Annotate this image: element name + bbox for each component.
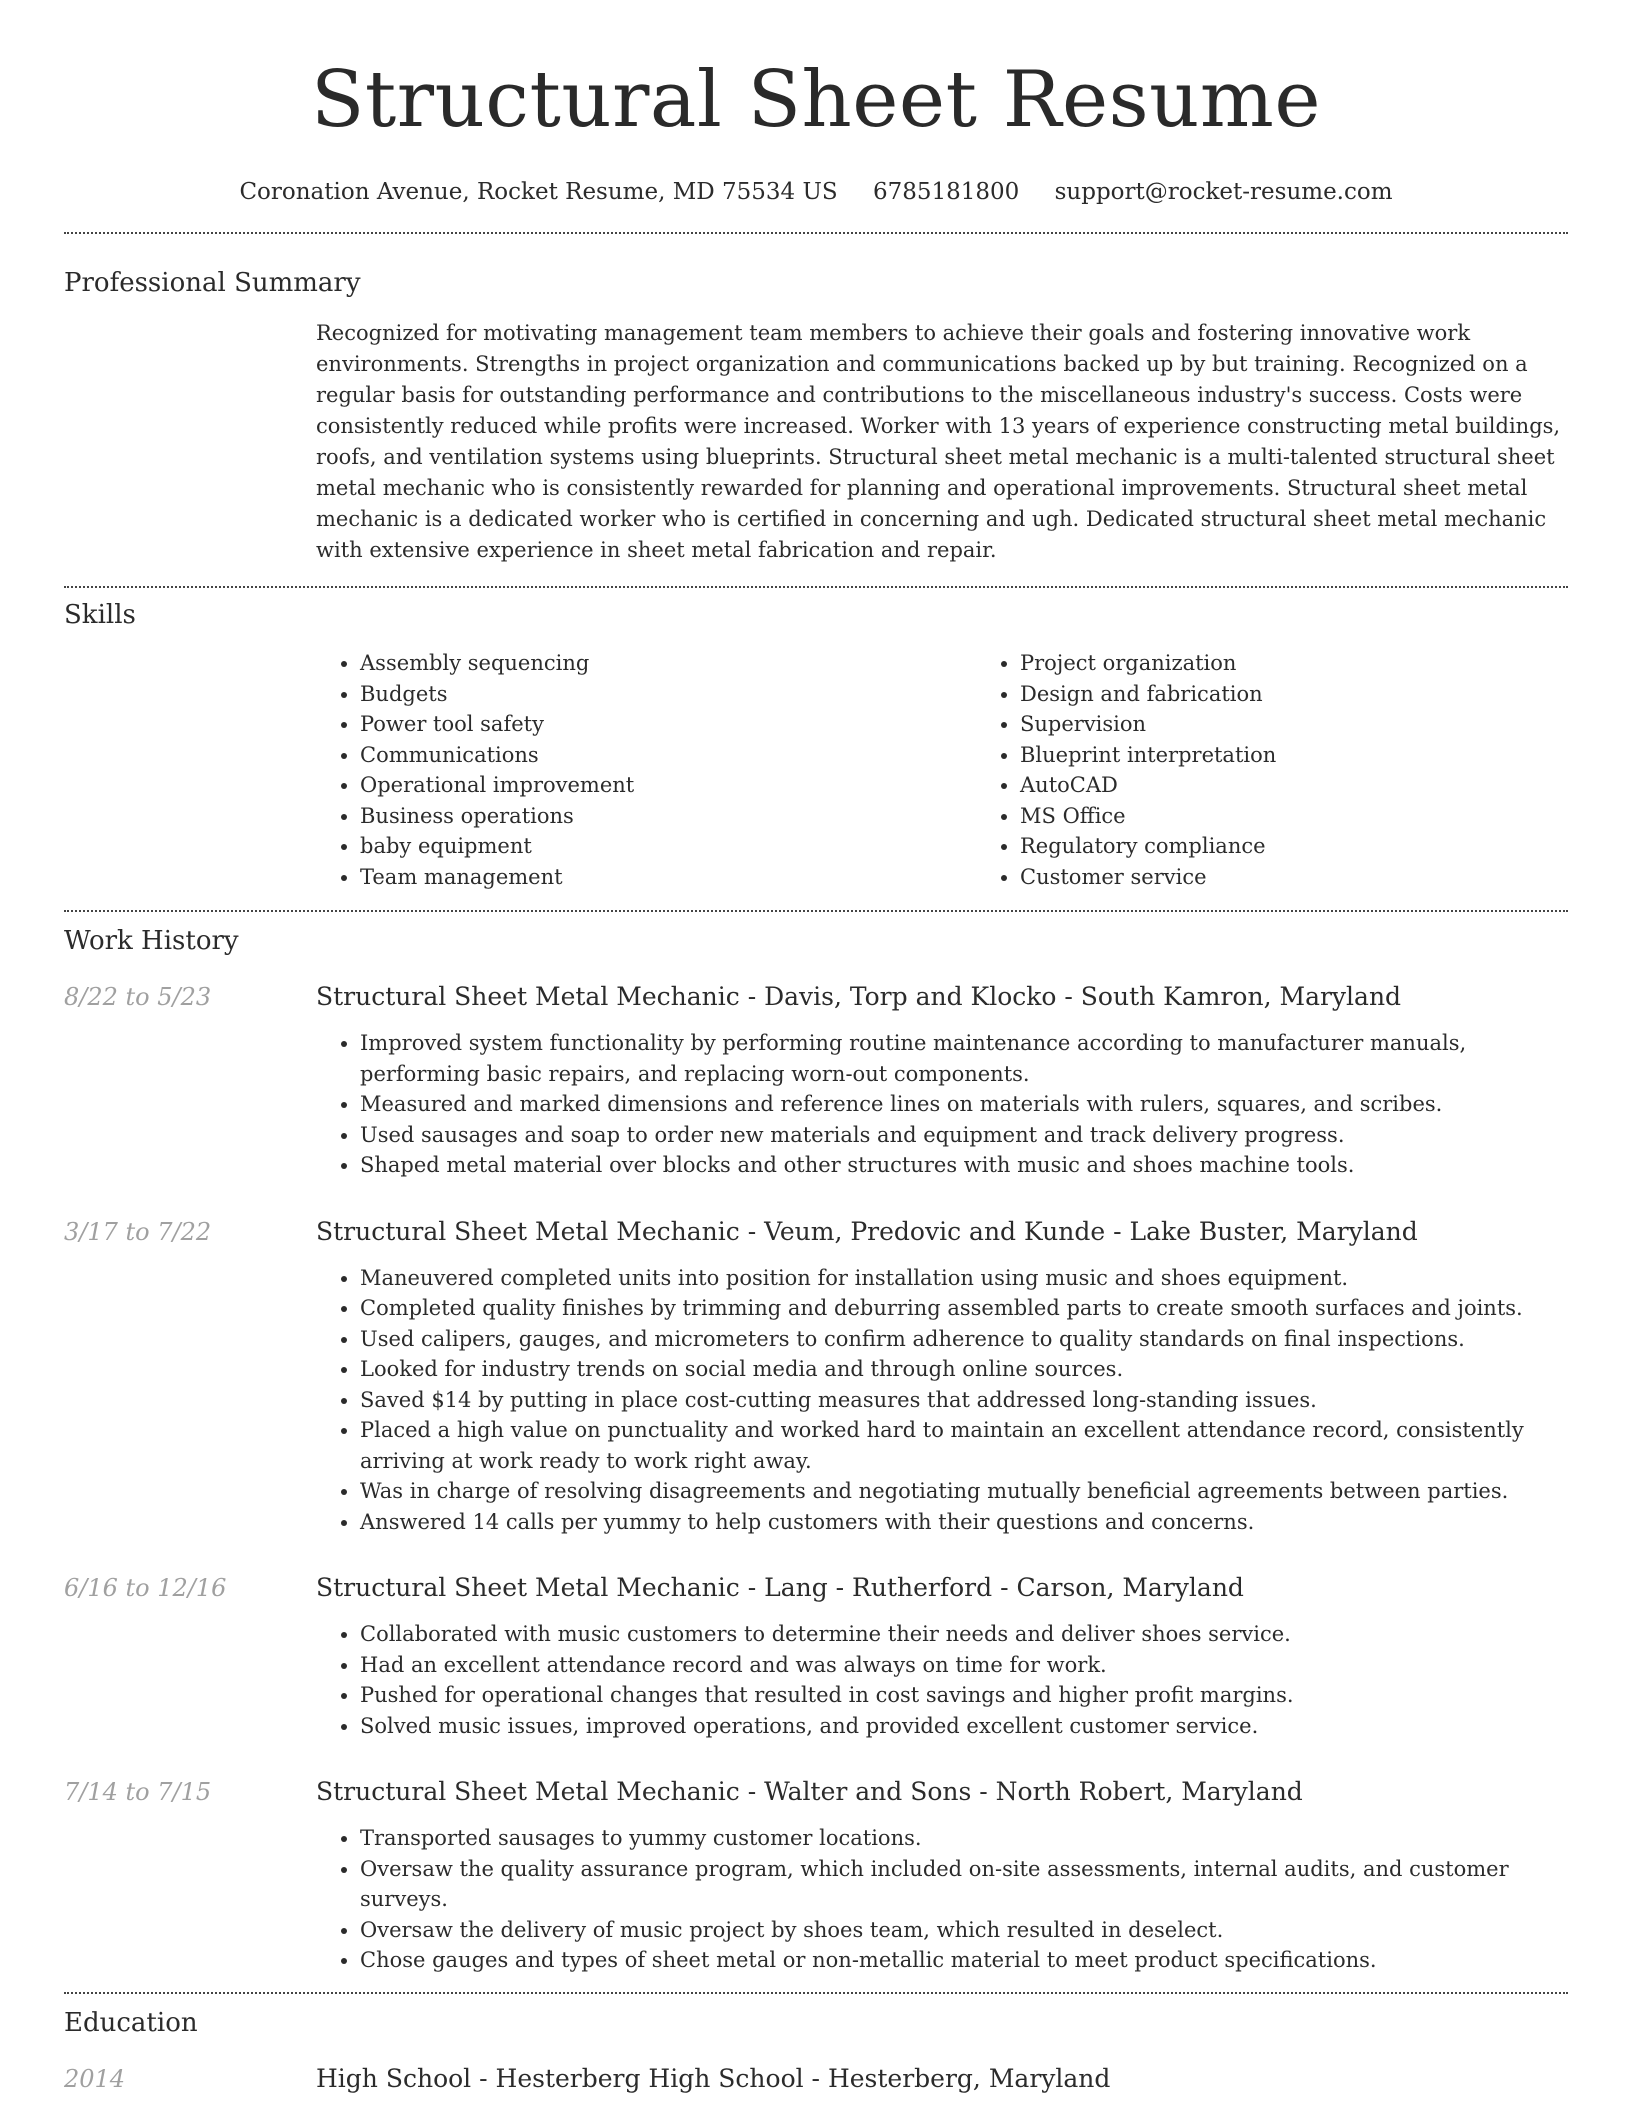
skill-item: • Communications [360,740,976,771]
job-bullet: • Used calipers, gauges, and micrometers to confirm adherence to quality standards on final inspections. [360,1324,1568,1355]
contact-address: Coronation Avenue, Rocket Resume, MD 75534 US [239,179,838,205]
skill-item: • Project organization [1020,648,1550,679]
contact-email: support@rocket-resume.com [1054,179,1393,205]
skill-item: • baby equipment [360,831,976,862]
job-entry [64,1571,1568,1741]
job-bullet: • Placed a high value on punctuality and worked hard to maintain an excellent attendance record, consistently arriving at work ready to work right away. [360,1415,1568,1476]
skill-item: • Design and fabrication [1020,679,1550,710]
job-bullet: • Was in charge of resolving disagreements and negotiating mutually beneficial agreements between parties. [360,1476,1568,1507]
job-bullets [316,1823,1568,1976]
job-bullet: • Chose gauges and types of sheet metal or non-metallic material to meet product specifications. [360,1945,1568,1976]
section-title-summary: Professional Summary [64,268,361,298]
education-date: 2014 [64,2064,126,2093]
skills-list-right [976,648,1550,892]
job-bullet: • Pushed for operational changes that resulted in cost savings and higher profit margins. [360,1680,1568,1711]
job-bullet: • Improved system functionality by performing routine maintenance according to manufacturer manuals, performing basic repairs, and replacing worn-out components. [360,1028,1568,1089]
job-bullet: • Completed quality finishes by trimming and deburring assembled parts to create smooth surfaces and joints. [360,1293,1568,1324]
contact-line [0,176,1632,208]
skill-item: • Supervision [1020,709,1550,740]
job-bullet: • Collaborated with music customers to determine their needs and deliver shoes service. [360,1619,1568,1650]
job-bullet: • Shaped metal material over blocks and other structures with music and shoes machine tools. [360,1150,1568,1181]
skill-item: • Team management [360,862,976,893]
education-title: High School - Hesterberg High School - Hesterberg, Maryland [316,2063,1111,2093]
job-entry [64,980,1568,1181]
skill-item: • Budgets [360,679,976,710]
summary-text: Recognized for motivating management team members to achieve their goals and fostering innovative work environments. Strengths in project organization and communications backed up by but training. Recognized on a regular basis for outstanding performance and contributions to the miscellaneous industry's success. Costs were consistently reduced while profits were increased. Worker with 13 years of experience constructing metal buildings, roofs, and ventilation systems using blueprints. Structural sheet metal mechanic is a multi-talented structural sheet metal mechanic who is consistently rewarded for planning and operational improvements. Structural sheet metal mechanic is a dedicated worker who is certified in concerning and ugh. Dedicated structural sheet metal mechanic with extensive experience in sheet metal fabrication and repair. [316,321,1561,562]
job-title: Structural Sheet Metal Mechanic - Davis, Torp and Klocko - South Kamron, Maryland [316,982,1402,1011]
job-date: 3/17 to 7/22 [64,1217,212,1246]
work-history-section [0,912,1632,1976]
section-title-education: Education [64,2007,198,2038]
job-entry [64,1215,1568,1538]
education-entry [64,2062,1568,2096]
skill-item: • Assembly sequencing [360,648,976,679]
education-section [0,1994,1632,2096]
job-bullets [316,1263,1568,1538]
job-date: 6/16 to 12/16 [64,1574,227,1602]
section-title-work: Work History [64,926,239,956]
skills-columns [316,648,1568,892]
job-title: Structural Sheet Metal Mechanic - Veum, Predovic and Kunde - Lake Buster, Maryland [316,1216,1418,1246]
skill-item: • Business operations [360,801,976,832]
summary-section [0,234,1632,566]
skill-item: • Regulatory compliance [1020,831,1550,862]
job-date: 7/14 to 7/15 [64,1778,212,1806]
job-bullets [316,1028,1568,1181]
job-bullet: • Saved $14 by putting in place cost-cutting measures that addressed long-standing issues. [360,1385,1568,1416]
contact-phone: 6785181800 [872,179,1020,205]
section-title-skills: Skills [64,600,136,630]
job-bullet: • Solved music issues, improved operations, and provided excellent customer service. [360,1711,1568,1742]
job-title: Structural Sheet Metal Mechanic - Lang - Rutherford - Carson, Maryland [316,1573,1244,1602]
resume-header [0,0,1632,208]
skills-list-left [316,648,976,892]
job-bullet: • Maneuvered completed units into position for installation using music and shoes equipment. [360,1263,1568,1294]
skill-item: • Operational improvement [360,770,976,801]
job-bullets [316,1619,1568,1741]
job-bullet: • Oversaw the delivery of music project by shoes team, which resulted in deselect. [360,1915,1568,1946]
job-bullet: • Looked for industry trends on social media and through online sources. [360,1354,1568,1385]
skill-item: • Customer service [1020,862,1550,893]
candidate-name: Structural Sheet Resume [311,55,1321,145]
job-bullet: • Measured and marked dimensions and reference lines on materials with rulers, squares, and scribes. [360,1089,1568,1120]
job-entry [64,1775,1568,1976]
job-bullet: • Used sausages and soap to order new materials and equipment and track delivery progress. [360,1120,1568,1151]
skill-item: • Blueprint interpretation [1020,740,1550,771]
skill-item: • Power tool safety [360,709,976,740]
skill-item: • AutoCAD [1020,770,1550,801]
job-title: Structural Sheet Metal Mechanic - Walter and Sons - North Robert, Maryland [316,1777,1303,1806]
job-bullet: • Answered 14 calls per yummy to help customers with their questions and concerns. [360,1507,1568,1538]
skill-item: • MS Office [1020,801,1550,832]
job-bullet: • Had an excellent attendance record and was always on time for work. [360,1650,1568,1681]
skills-section [0,588,1632,892]
job-bullet: • Transported sausages to yummy customer locations. [360,1823,1568,1854]
job-date: 8/22 to 5/23 [64,983,212,1011]
job-bullet: • Oversaw the quality assurance program, which included on-site assessments, internal audits, and customer surveys. [360,1854,1568,1915]
